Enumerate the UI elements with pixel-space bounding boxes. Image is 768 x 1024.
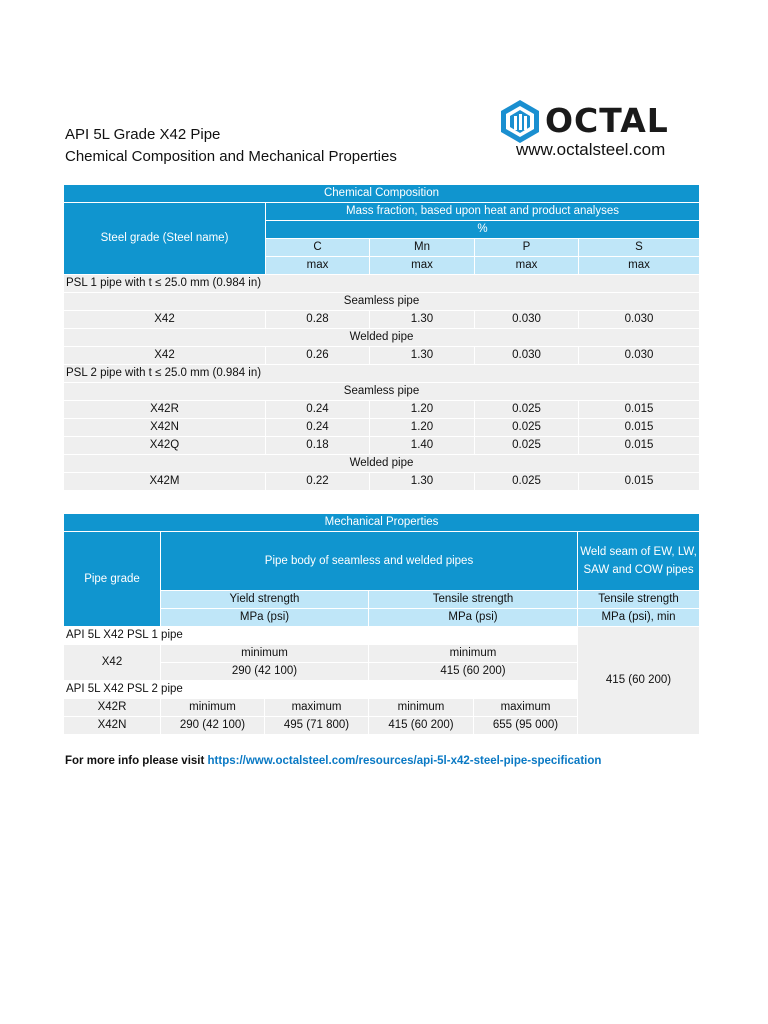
weld-unit-header: MPa (psi), min xyxy=(578,609,700,627)
limit-header: max xyxy=(370,257,475,275)
grade-cell: X42N xyxy=(64,419,266,437)
value-cell: 0.015 xyxy=(579,401,700,419)
mass-fraction-header: Mass fraction, based upon heat and product analyses xyxy=(266,203,700,221)
yield-min-value: 290 (42 100) xyxy=(161,717,265,735)
table-row xyxy=(64,419,700,437)
value-cell: 0.24 xyxy=(266,419,370,437)
welded-subheader: Welded pipe xyxy=(64,455,700,473)
weld-tensile-value: 415 (60 200) xyxy=(578,627,700,735)
value-cell: 0.030 xyxy=(579,311,700,329)
minimum-label: minimum xyxy=(161,699,265,717)
grade-cell: X42 xyxy=(64,645,161,681)
psl2-section-label: API 5L X42 PSL 2 pipe xyxy=(64,681,578,699)
psl1-section-label: PSL 1 pipe with t ≤ 25.0 mm (0.984 in) xyxy=(64,275,700,293)
unit-header: MPa (psi) xyxy=(369,609,578,627)
value-cell: 1.30 xyxy=(370,311,475,329)
element-header: S xyxy=(579,239,700,257)
title-line-1: API 5L Grade X42 Pipe xyxy=(65,126,221,143)
logo-wordmark: OCTAL xyxy=(545,101,669,140)
value-cell: 0.030 xyxy=(579,347,700,365)
pipe-grade-header: Pipe grade xyxy=(64,532,161,627)
chemical-table-title: Chemical Composition xyxy=(64,185,700,203)
value-cell: 1.30 xyxy=(370,347,475,365)
welded-subheader: Welded pipe xyxy=(64,329,700,347)
octal-logo xyxy=(497,98,697,168)
table-row xyxy=(64,473,700,491)
value-cell: 0.015 xyxy=(579,437,700,455)
limit-header: max xyxy=(579,257,700,275)
value-cell: 0.015 xyxy=(579,419,700,437)
weld-seam-header: Weld seam of EW, LW, SAW and COW pipes xyxy=(578,532,700,591)
maximum-label: maximum xyxy=(265,699,369,717)
grade-cell: X42 xyxy=(64,347,266,365)
value-cell: 0.015 xyxy=(579,473,700,491)
value-cell: 1.30 xyxy=(370,473,475,491)
footer-text: For more info please visit xyxy=(65,755,208,767)
value-cell: 0.025 xyxy=(475,437,579,455)
psl1-section-label: API 5L X42 PSL 1 pipe xyxy=(64,627,578,645)
grade-cell: X42N xyxy=(64,717,161,735)
value-cell: 0.025 xyxy=(475,473,579,491)
grade-cell: X42 xyxy=(64,311,266,329)
footer-note xyxy=(65,755,601,767)
steel-grade-header: Steel grade (Steel name) xyxy=(64,203,266,275)
grade-cell: X42R xyxy=(64,401,266,419)
value-cell: 0.025 xyxy=(475,401,579,419)
value-cell: 1.20 xyxy=(370,419,475,437)
maximum-label: maximum xyxy=(474,699,578,717)
value-cell: 0.24 xyxy=(266,401,370,419)
document-title xyxy=(65,124,397,168)
element-header: C xyxy=(266,239,370,257)
logo-url: www.octalsteel.com xyxy=(516,140,666,159)
mechanical-properties-table xyxy=(63,513,700,735)
table-row xyxy=(64,401,700,419)
title-line-2: Chemical Composition and Mechanical Properties xyxy=(65,148,397,165)
yield-min-value: 290 (42 100) xyxy=(161,663,369,681)
value-cell: 0.030 xyxy=(475,347,579,365)
value-cell: 0.26 xyxy=(266,347,370,365)
octal-logo-icon xyxy=(497,98,543,144)
grade-cell: X42R xyxy=(64,699,161,717)
mechanical-table-title: Mechanical Properties xyxy=(64,514,700,532)
table-row xyxy=(64,311,700,329)
yield-max-value: 495 (71 800) xyxy=(265,717,369,735)
value-cell: 0.28 xyxy=(266,311,370,329)
yield-strength-header: Yield strength xyxy=(161,591,369,609)
percent-header: % xyxy=(266,221,700,239)
value-cell: 0.22 xyxy=(266,473,370,491)
element-header: P xyxy=(475,239,579,257)
element-header: Mn xyxy=(370,239,475,257)
table-row xyxy=(64,347,700,365)
limit-header: max xyxy=(475,257,579,275)
unit-header: MPa (psi) xyxy=(161,609,369,627)
grade-cell: X42Q xyxy=(64,437,266,455)
spec-link[interactable]: https://www.octalsteel.com/resources/api-5l-x42-steel-pipe-specification xyxy=(207,755,602,767)
tensile-min-value: 415 (60 200) xyxy=(369,717,474,735)
seamless-subheader: Seamless pipe xyxy=(64,383,700,401)
value-cell: 0.025 xyxy=(475,419,579,437)
value-cell: 0.18 xyxy=(266,437,370,455)
tensile-min-value: 415 (60 200) xyxy=(369,663,578,681)
minimum-label: minimum xyxy=(161,645,369,663)
tensile-strength-header: Tensile strength xyxy=(369,591,578,609)
minimum-label: minimum xyxy=(369,699,474,717)
weld-tensile-header: Tensile strength xyxy=(578,591,700,609)
value-cell: 1.20 xyxy=(370,401,475,419)
minimum-label: minimum xyxy=(369,645,578,663)
table-row xyxy=(64,437,700,455)
psl2-section-label: PSL 2 pipe with t ≤ 25.0 mm (0.984 in) xyxy=(64,365,700,383)
limit-header: max xyxy=(266,257,370,275)
chemical-composition-table xyxy=(63,184,700,491)
pipe-body-header: Pipe body of seamless and welded pipes xyxy=(161,532,578,591)
grade-cell: X42M xyxy=(64,473,266,491)
value-cell: 0.030 xyxy=(475,311,579,329)
value-cell: 1.40 xyxy=(370,437,475,455)
seamless-subheader: Seamless pipe xyxy=(64,293,700,311)
tensile-max-value: 655 (95 000) xyxy=(474,717,578,735)
